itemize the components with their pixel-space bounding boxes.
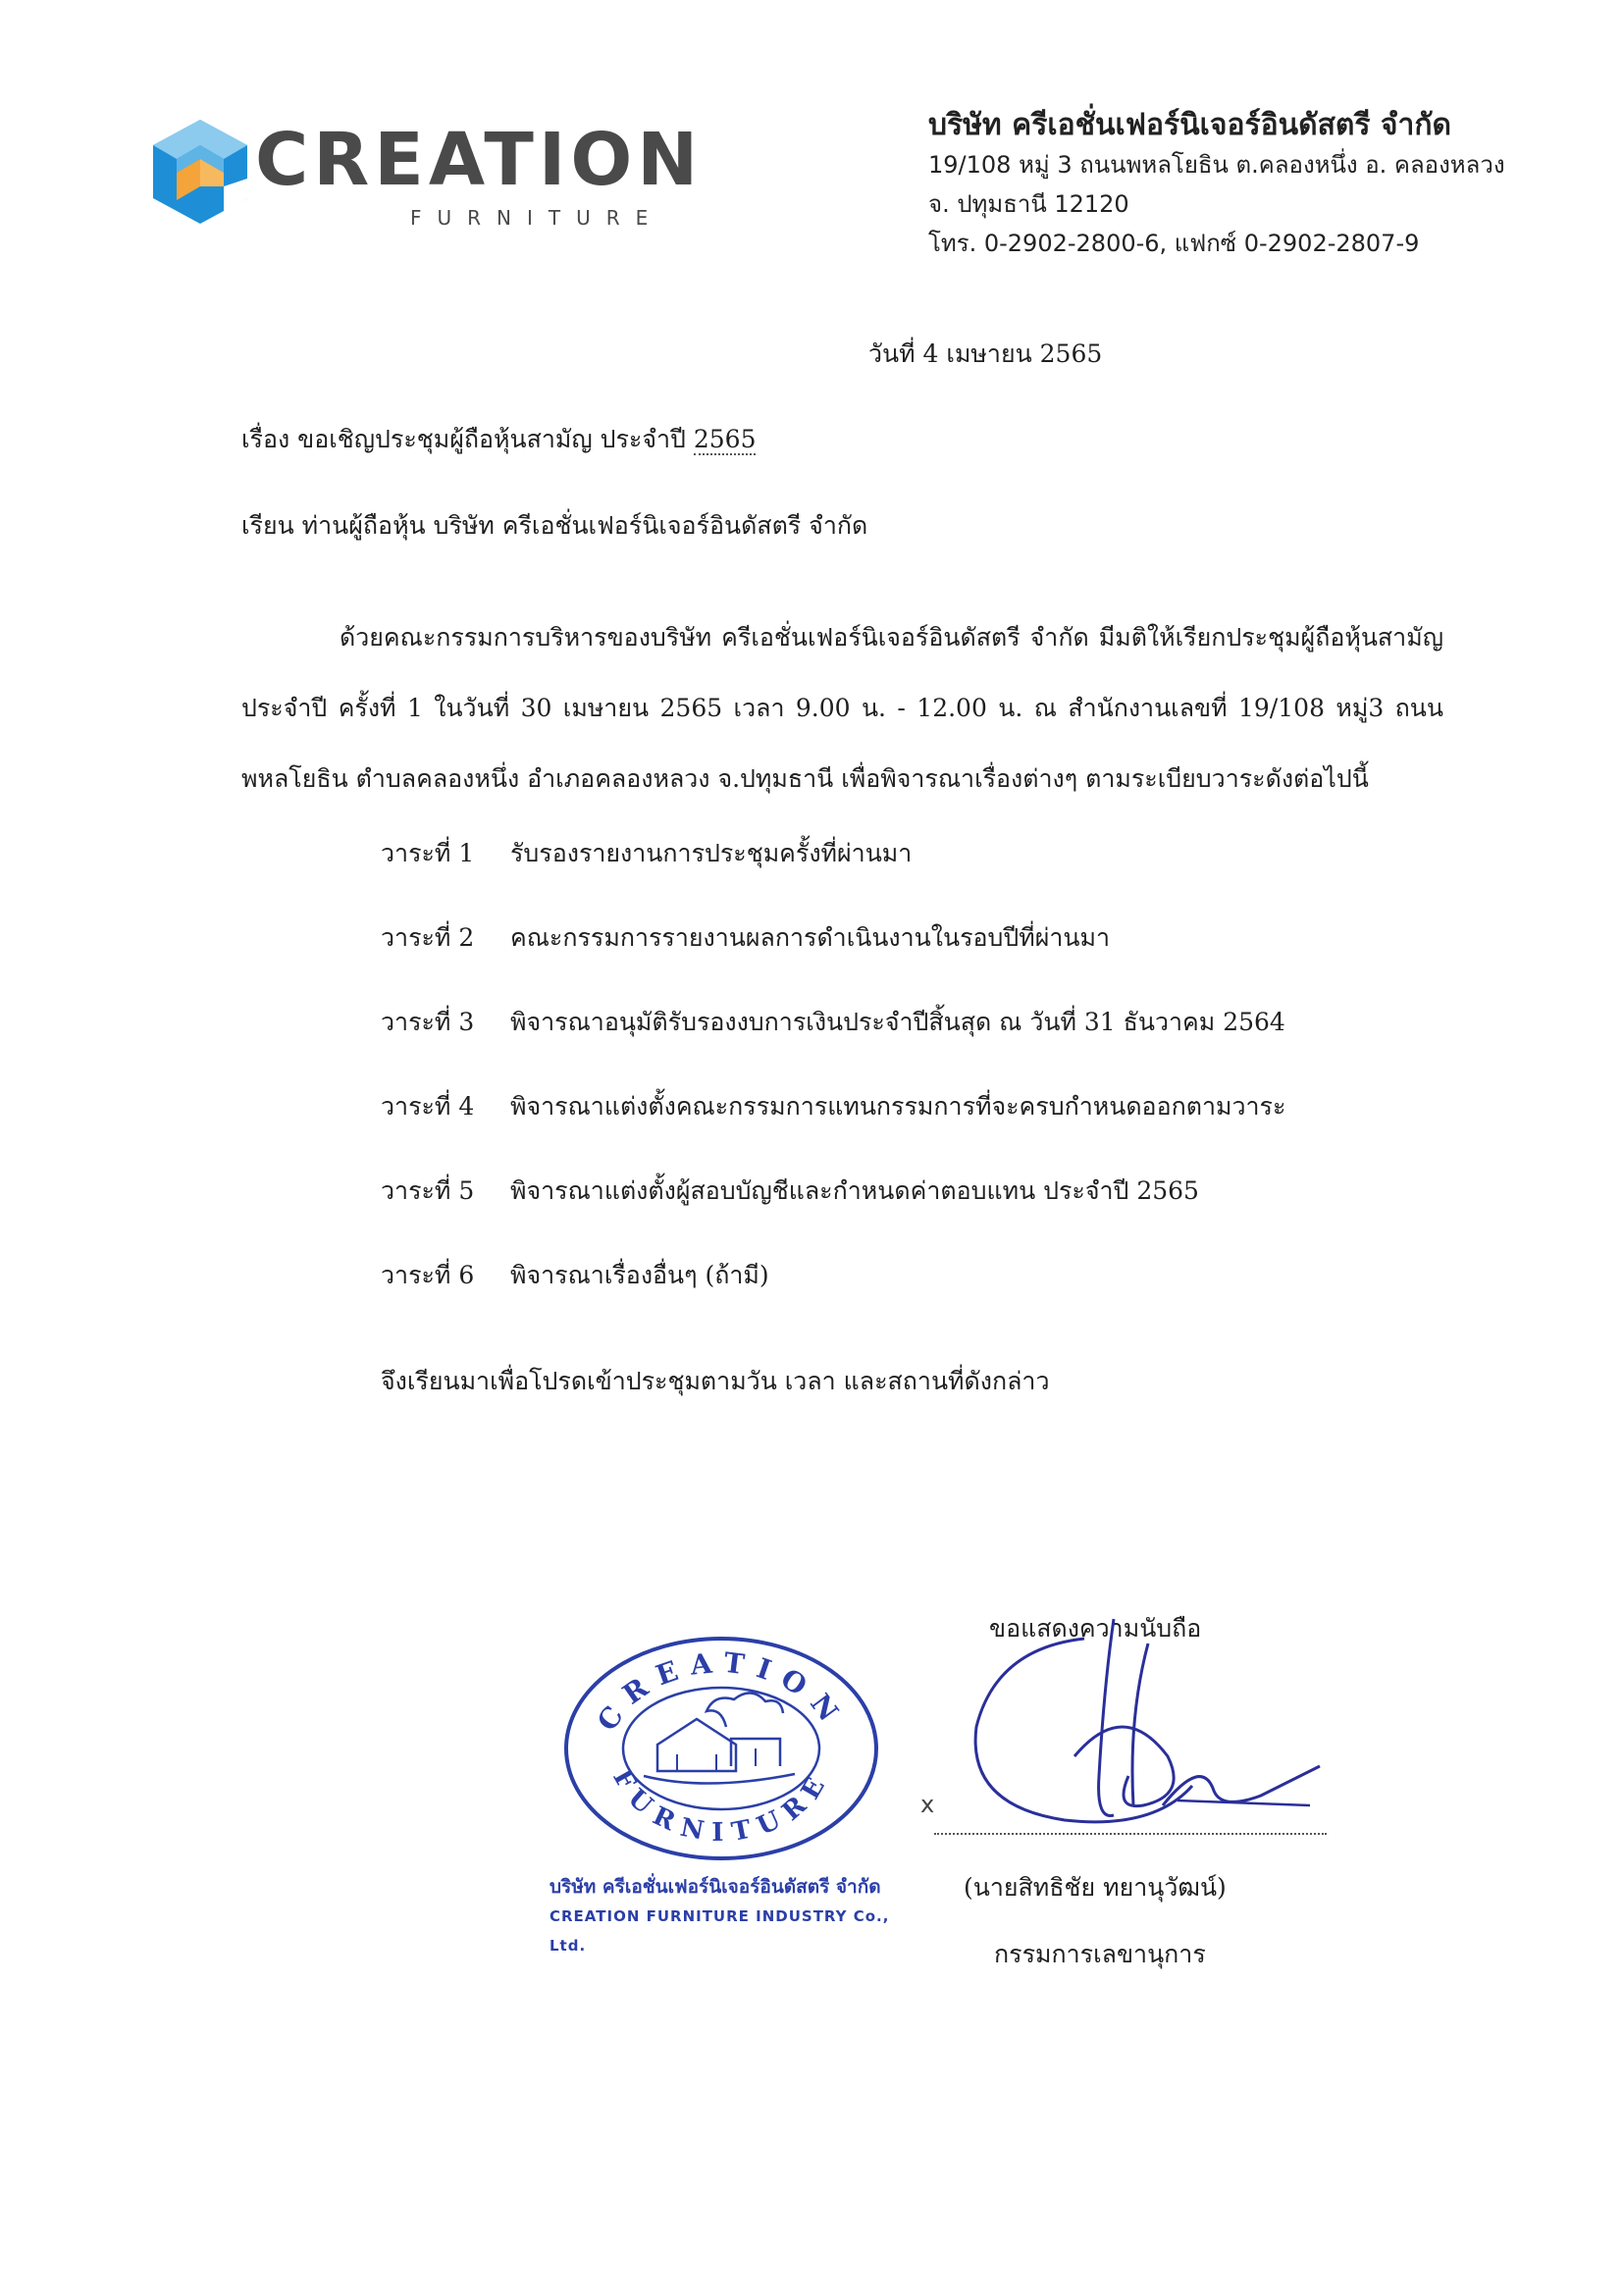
paragraph-text: ด้วยคณะกรรมการบริหารของบริษัท ครีเอชั่นเฟอร์นิเจอร์อินดัสตรี จำกัด มีมติให้เรียกประชุมผู้ถือหุ้นสามัญประจำปี ครั้งที่ 1 ในวันที่ 30 เมษายน 2565 เวลา 9.00 น. - 12.00 น. ณ สำนักงานเลขที่ 19/108 หมู่3 ถนนพหลโยธิน ตำบลคลองหนึ่ง อำเภอคลองหลวง จ.ปทุมธานี เพื่อพิจารณาเรื่องต่างๆ ตามระเบียบวาระดังต่อไปนี้: [241, 623, 1443, 793]
company-address-line1: 19/108 หมู่ 3 ถนนพหลโยธิน ต.คลองหนึ่ง อ. คลองหลวง: [928, 151, 1505, 179]
company-logo: [145, 116, 704, 234]
letter-paragraph: [241, 602, 1443, 814]
agenda-text: รับรองรายงานการประชุมครั้งที่ผ่านมา: [510, 839, 913, 867]
agenda-text: พิจารณาแต่งตั้งผู้สอบบัญชีและกำหนดค่าตอบแทน ประจำปี 2565: [510, 1176, 1199, 1205]
stamp-caption-english: CREATION FURNITURE INDUSTRY Co., Ltd.: [550, 1907, 890, 1955]
agenda-item: [381, 918, 1285, 1003]
agenda-number: วาระที่ 6: [381, 1261, 475, 1289]
stamp-caption: [550, 1872, 903, 1960]
agenda-list: [381, 834, 1285, 1340]
letter-date: วันที่ 4 เมษายน 2565: [868, 339, 1103, 368]
agenda-item: [381, 1172, 1285, 1256]
logo-wordmark: CREATION: [255, 118, 704, 202]
agenda-item: [381, 1003, 1285, 1087]
agenda-text: พิจารณาเรื่องอื่นๆ (ถ้ามี): [510, 1261, 769, 1289]
company-name: บริษัท ครีเอชั่นเฟอร์นิเจอร์อินดัสตรี จำกัด: [928, 108, 1451, 142]
svg-text:CREATION: CREATION: [590, 1645, 853, 1738]
company-stamp-icon: [559, 1629, 883, 1864]
agenda-item: [381, 1256, 1285, 1340]
agenda-number: วาระที่ 4: [381, 1092, 475, 1121]
company-address-line2: จ. ปทุมธานี 12120: [928, 190, 1129, 218]
subject-text: เรื่อง ขอเชิญประชุมผู้ถือหุ้นสามัญ ประจำปี: [241, 425, 694, 453]
letter-closing: จึงเรียนมาเพื่อโปรดเข้าประชุมตามวัน เวลา และสถานที่ดังกล่าว: [381, 1367, 1050, 1395]
svg-text:FURNITURE: FURNITURE: [606, 1764, 836, 1849]
letter-regards: ขอแสดงความนับถือ: [989, 1614, 1202, 1643]
agenda-item: [381, 1087, 1285, 1172]
company-contact: โทร. 0-2902-2800-6, แฟกซ์ 0-2902-2807-9: [928, 230, 1420, 257]
signer-position: กรรมการเลขานุการ: [994, 1940, 1206, 1968]
agenda-number: วาระที่ 2: [381, 923, 475, 952]
signature-line: [934, 1833, 1327, 1835]
subject-year: 2565: [693, 425, 757, 453]
agenda-text: พิจารณาแต่งตั้งคณะกรรมการแทนกรรมการที่จะครบกำหนดออกตามวาระ: [510, 1092, 1286, 1121]
signature-mark-icon: [957, 1609, 1330, 1845]
agenda-number: วาระที่ 1: [381, 839, 475, 867]
letter-recipient: เรียน ท่านผู้ถือหุ้น บริษัท ครีเอชั่นเฟอร์นิเจอร์อินดัสตรี จำกัด: [241, 511, 868, 540]
logo-subtitle: FURNITURE: [410, 206, 664, 230]
signer-name: (นายสิทธิชัย ทยานุวัฒน์): [964, 1873, 1227, 1902]
signature-x-mark: x: [920, 1791, 935, 1818]
agenda-text: คณะกรรมการรายงานผลการดำเนินงานในรอบปีที่ผ่านมา: [510, 923, 1111, 952]
agenda-text: พิจารณาอนุมัติรับรองงบการเงินประจำปีสิ้นสุด ณ วันที่ 31 ธันวาคม 2564: [510, 1008, 1285, 1036]
letter-subject: [241, 424, 756, 456]
agenda-number: วาระที่ 5: [381, 1176, 475, 1205]
stamp-caption-thai: บริษัท ครีเอชั่นเฟอร์นิเจอร์อินดัสตรี จำกัด: [550, 1876, 881, 1898]
company-info: [928, 106, 1556, 263]
creation-logo-icon: [145, 116, 255, 226]
agenda-item: [381, 834, 1285, 918]
agenda-number: วาระที่ 3: [381, 1008, 475, 1036]
